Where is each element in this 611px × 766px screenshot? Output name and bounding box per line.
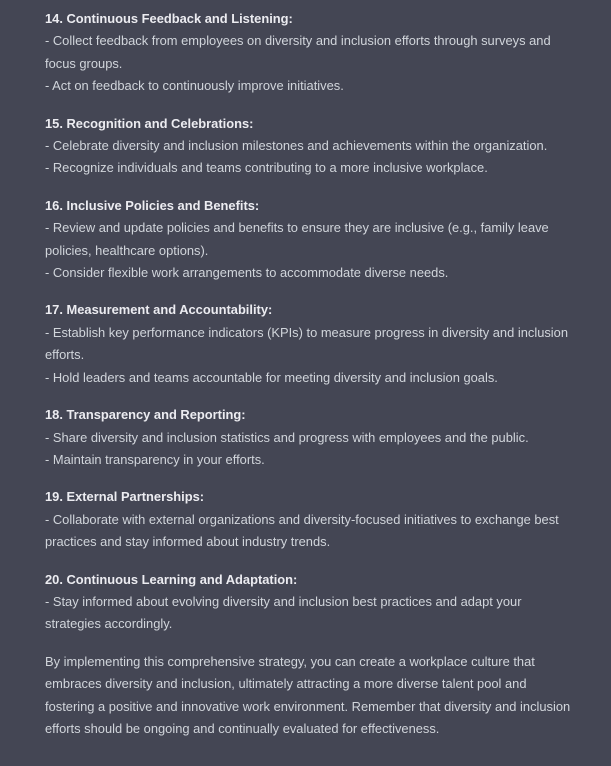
- strategy-item-19: [45, 486, 575, 553]
- section-heading: 16. Inclusive Policies and Benefits:: [45, 197, 260, 213]
- bullet-line: - Celebrate diversity and inclusion milestones and achievements within the organization.: [45, 138, 548, 154]
- bullet-line: - Collaborate with external organizations and diversity-focused initiatives to exchange best practices and stay informed about industry trends.: [45, 511, 559, 550]
- chat-message-content: [45, 8, 575, 740]
- strategy-item-14: [45, 8, 575, 98]
- section-heading: 15. Recognition and Celebrations:: [45, 115, 254, 131]
- bullet-line: - Hold leaders and teams accountable for meeting diversity and inclusion goals.: [45, 369, 498, 385]
- bullet-line: - Stay informed about evolving diversity and inclusion best practices and adapt your strategies accordingly.: [45, 593, 522, 632]
- section-heading: 20. Continuous Learning and Adaptation:: [45, 571, 298, 587]
- section-heading: 18. Transparency and Reporting:: [45, 407, 246, 423]
- closing-paragraph: By implementing this comprehensive strategy, you can create a workplace culture that embraces diversity and inclusion, ultimately attracting a more diverse talent pool and fostering a positive and innovative work environment. Remember that diversity and inclusion efforts should be ongoing and continually evaluated for effectiveness.: [45, 653, 571, 736]
- bullet-line: - Review and update policies and benefits to ensure they are inclusive (e.g., family leave policies, healthcare options).: [45, 220, 549, 258]
- strategy-item-16: [45, 195, 575, 285]
- strategy-item-15: [45, 113, 575, 180]
- section-heading: 17. Measurement and Accountability:: [45, 302, 273, 318]
- bullet-line: - Recognize individuals and teams contributing to a more inclusive workplace.: [45, 160, 488, 176]
- bullet-line: - Maintain transparency in your efforts.: [45, 451, 265, 467]
- section-heading: 19. External Partnerships:: [45, 489, 205, 505]
- section-heading: 14. Continuous Feedback and Listening:: [45, 11, 293, 26]
- strategy-item-17: [45, 299, 575, 389]
- bullet-line: - Consider flexible work arrangements to accommodate diverse needs.: [45, 265, 449, 281]
- bullet-line: - Establish key performance indicators (KPIs) to measure progress in diversity and inclusion efforts.: [45, 324, 569, 363]
- bullet-line: - Share diversity and inclusion statistics and progress with employees and the public.: [45, 429, 529, 445]
- bullet-line: - Act on feedback to continuously improve initiatives.: [45, 78, 344, 94]
- strategy-item-20: [45, 569, 575, 636]
- bullet-line: - Collect feedback from employees on diversity and inclusion efforts through surveys and focus groups.: [45, 33, 551, 71]
- strategy-item-18: [45, 404, 575, 471]
